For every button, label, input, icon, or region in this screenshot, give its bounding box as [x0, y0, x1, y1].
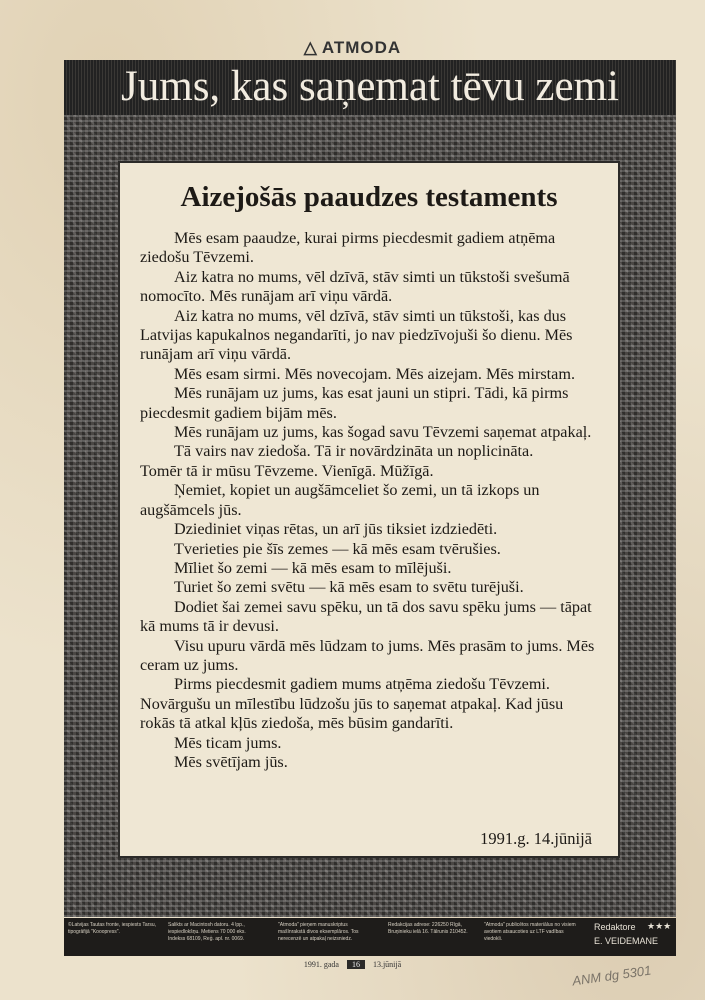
paragraph: Dziediniet viņas rētas, un arī jūs tiksiet izdziedēti. — [174, 520, 498, 539]
imprint-publisher: ©Latvijas Tautas fronte, iespiests Tarsu, tipogrāfijā "Kooopress". — [68, 922, 156, 935]
paragraph: Dodiet šai zemei savu spēku, un tā dos savu spēku jums — tāpat kā mums tā ir devusi. — [140, 597, 592, 636]
article-body — [140, 229, 600, 772]
imprint-address: Redakcijas adrese: 226250 Rīgā, Bruņinieku ielā 16. Tālrunis 210452. — [388, 922, 468, 935]
paragraph: Mēs esam paaudze, kurai pirms piecdesmit gadiem atņēma ziedošu Tēvzemi. — [140, 229, 556, 267]
article-box — [118, 161, 620, 858]
issue-year: 1991. gada — [303, 960, 339, 969]
star-icon: ★★★ — [647, 921, 672, 931]
page-number: 16 — [347, 960, 365, 969]
paragraph: Tverieties pie šīs zemes — kā mēs esam tvērušies. — [174, 539, 501, 558]
paragraph: Tomēr tā ir mūsu Tēvzeme. Vienīgā. Mūžīgā. — [140, 461, 434, 480]
paragraph: Mēs ticam jums. — [174, 733, 282, 752]
imprint-print-info: Salikts ar Macintosh datoru. 4 lpp., iespiedlokšņu. Metiens 70 000 eks. Indekss 68109, Reģ. apl. nr. 0069. — [168, 922, 246, 942]
article-date: 1991.g. 14.jūnijā — [480, 829, 592, 848]
paragraph: Turiet šo zemi svētu — kā mēs esam to svētu turējuši. — [174, 578, 524, 597]
page-footer-line — [0, 960, 705, 969]
paragraph: Mēs svētījam jūs. — [174, 752, 288, 771]
imprint-footer — [64, 918, 676, 956]
masthead — [0, 38, 705, 58]
emblem-icon: △ — [303, 38, 318, 57]
article-heading: Aizejošās paaudzes testaments — [180, 181, 558, 213]
banner-title: Jums, kas saņemat tēvu zemi — [121, 63, 619, 110]
issue-date: 13.jūnijā — [372, 960, 402, 969]
paragraph: Mēs runājam uz jums, kas esat jauni un stipri. Tādi, kā pirms piecdesmit gadiem bijām mēs. — [140, 384, 569, 422]
imprint-notice: "Atmoda" publicētos materiālus no visiem avotiem atsaucoties uz LTF vadības viedokli. — [484, 922, 576, 942]
paragraph: Mēs esam sirmi. Mēs novecojam. Mēs aizejam. Mēs mirstam. — [174, 364, 576, 383]
imprint-manuscripts: "Atmoda" pieņem manuskriptus mašīnrakstā divos eksemplāros. Tos nerecenzē un atpakaļ neizsniedz. — [278, 922, 359, 942]
paragraph: Aiz katra no mums, vēl dzīvā, stāv simti un tūkstoši svešumā nomocīto. Mēs runājam arī viņu vārdā. — [140, 267, 570, 306]
paragraph: Mēs runājam uz jums, kas šogad savu Tēvzemi saņemat atpakaļ. — [174, 423, 592, 442]
paragraph: Mīliet šo zemi — kā mēs esam to mīlējuši. — [174, 558, 452, 577]
paragraph: Visu upuru vārdā mēs lūdzam to jums. Mēs prasām to jums. Mēs ceram uz jums. — [140, 636, 595, 674]
archive-stamp: ANM dg 5301 — [571, 962, 653, 989]
editor-label: Redaktore — [594, 922, 636, 932]
paragraph: Tā vairs nav ziedoša. Tā ir novārdzināta un noplicināta. — [174, 442, 534, 461]
editor-name: E. VEIDEMANE — [594, 936, 659, 946]
paragraph: Aiz katra no mums, vēl dzīvā, stāv simti un tūkstoši, kas dus Latvijas kapukalnos negandarīti, jo nav piedzīvojuši šo dienu. Mēs runājam arī viņu vārdā. — [140, 306, 573, 364]
paragraph: Ņemiet, kopiet un augšāmceliet šo zemi, un tā izkops un augšāmcels jūs. — [140, 481, 540, 519]
paragraph: Pirms piecdesmit gadiem mums atņēma ziedošu Tēvzemi. Novārgušu un mīlestību lūdzošu jūs to saņemat atpakaļ. Kad jūsu rokās tā atkal kļūs ziedoša, mēs būsim gandarīti. — [140, 675, 564, 733]
masthead-logo: ATMODA — [321, 38, 402, 57]
title-banner — [64, 60, 676, 115]
